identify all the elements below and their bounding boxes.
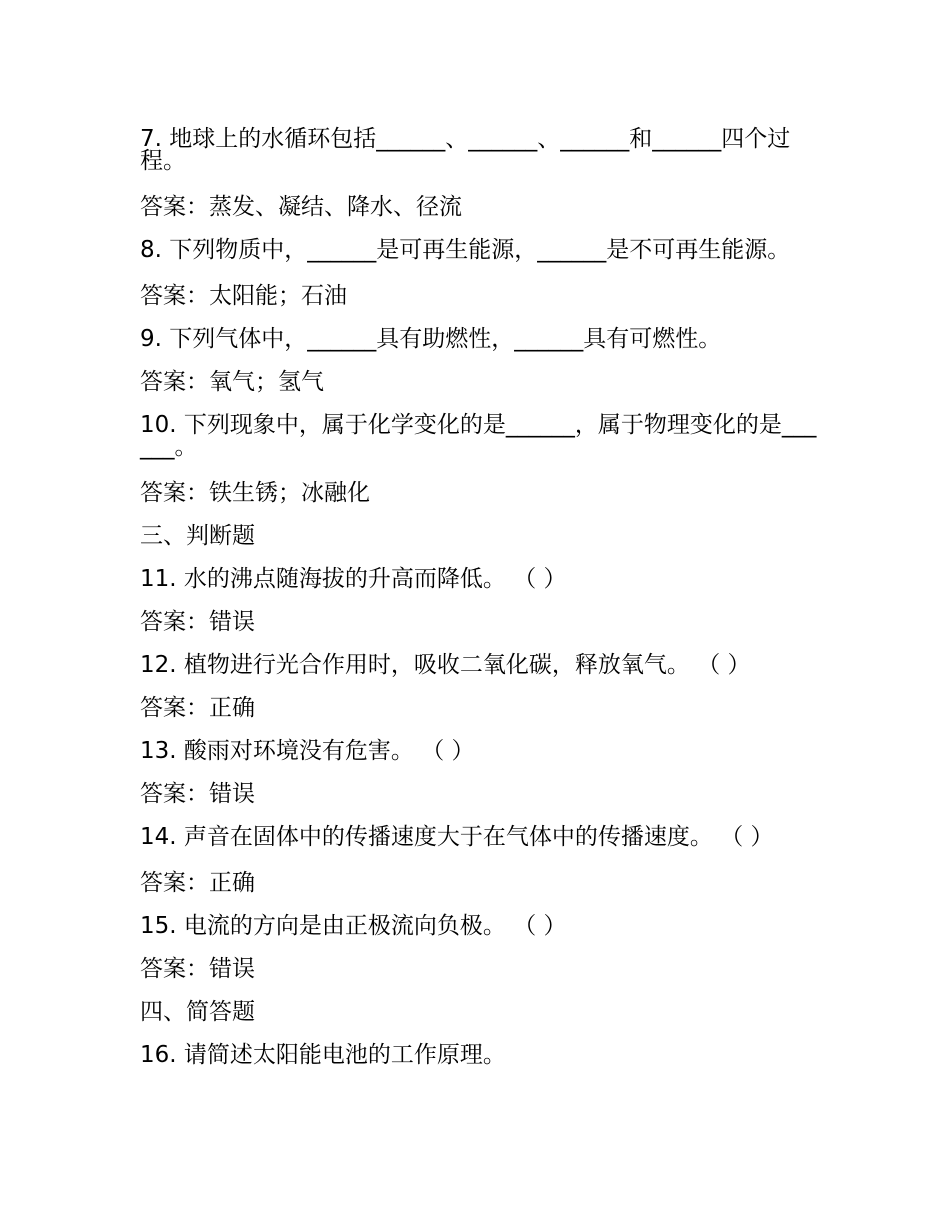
answer-13: 答案：错误 xyxy=(140,781,255,807)
answer-11: 答案：错误 xyxy=(140,609,255,635)
question-12: 12. 植物进行光合作用时，吸收二氧化碳，释放氧气。 （ ） xyxy=(140,652,751,678)
answer-10: 答案：铁生锈；冰融化 xyxy=(140,480,370,506)
question-11: 11. 水的沸点随海拔的升高而降低。 （ ） xyxy=(140,566,567,592)
question-8: 8. 下列物质中，______是可再生能源，______是不可再生能源。 xyxy=(140,237,791,263)
question-13: 13. 酸雨对环境没有危害。 （ ） xyxy=(140,738,475,764)
answer-8: 答案：太阳能；石油 xyxy=(140,283,347,309)
question-10: 10. 下列现象中，属于化学变化的是______，属于物理变化的是______。 xyxy=(140,412,817,460)
question-14: 14. 声音在固体中的传播速度大于在气体中的传播速度。 （ ） xyxy=(140,824,774,850)
answer-15: 答案：错误 xyxy=(140,956,255,982)
answer-7: 答案：蒸发、凝结、降水、径流 xyxy=(140,194,462,220)
question-7: 7. 地球上的水循环包括______、______、______和______四个过程。 xyxy=(140,126,791,174)
answer-12: 答案：正确 xyxy=(140,695,255,721)
section-heading-judgment: 三、判断题 xyxy=(140,523,255,549)
section-heading-short-answer: 四、简答题 xyxy=(140,999,255,1025)
question-9: 9. 下列气体中，______具有助燃性，______具有可燃性。 xyxy=(140,326,722,352)
answer-14: 答案：正确 xyxy=(140,870,255,896)
question-16: 16. 请简述太阳能电池的工作原理。 xyxy=(140,1042,506,1068)
answer-9: 答案：氧气；氢气 xyxy=(140,369,324,395)
document-page xyxy=(140,128,820,1087)
question-15: 15. 电流的方向是由正极流向负极。 （ ） xyxy=(140,913,567,939)
